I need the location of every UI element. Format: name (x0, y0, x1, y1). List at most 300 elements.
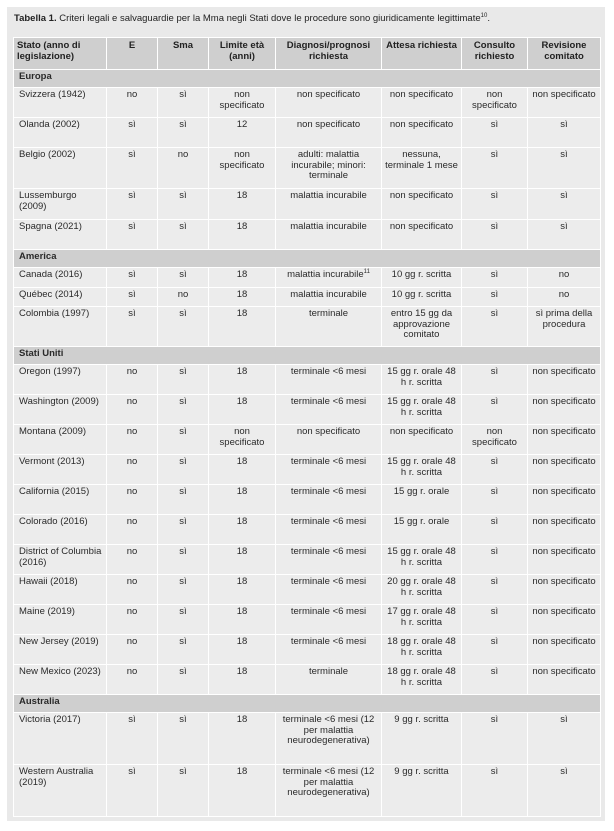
cell-text: New Jersey (2019) (19, 636, 99, 647)
cell-text: 18 (236, 516, 248, 527)
cell-text: non specificato (532, 516, 596, 527)
cell-text: 18 (236, 636, 248, 647)
cell-text: sì (490, 149, 499, 160)
cell-text: terminale <6 mesi (12 per malattia neurodegenerativa) (282, 714, 375, 747)
cell-text: non specificato (532, 366, 596, 377)
cell-text: sì (179, 546, 187, 557)
cell-text: sì (128, 149, 136, 160)
cell-limite-eta (209, 455, 276, 485)
cell-limite-eta (209, 765, 276, 817)
cell-diagnosi (276, 515, 382, 545)
cell-text: 10 gg r. scritta (391, 289, 452, 300)
cell-text: 15 gg r. orale 48 h r. scritta (387, 366, 456, 388)
header-attesa: Attesa richiesta (382, 38, 462, 70)
cell-text: sì (128, 269, 136, 280)
cell-e (107, 713, 158, 765)
cell-stato (14, 713, 107, 765)
table-row (14, 605, 601, 635)
cell-sma (158, 765, 209, 817)
cell-text: sì (490, 366, 499, 377)
cell-text: sì (560, 221, 568, 232)
cell-text: Lussemburgo (2009) (19, 190, 77, 212)
cell-text: sì (179, 606, 187, 617)
cell-diagnosi (276, 118, 382, 148)
table-row (14, 545, 601, 575)
cell-text: non specificato (532, 486, 596, 497)
cell-revisione (528, 118, 601, 148)
caption-label: Tabella 1. (14, 13, 57, 24)
cell-text: no (558, 269, 570, 280)
cell-text: non specificato (296, 426, 361, 437)
cell-e (107, 575, 158, 605)
cell-text: sì (179, 269, 187, 280)
cell-e (107, 268, 158, 288)
cell-text: Colombia (1997) (19, 308, 90, 319)
cell-diagnosi (276, 288, 382, 307)
cell-sma (158, 288, 209, 307)
cell-text: sì prima della procedura (535, 308, 593, 330)
cell-sma (158, 88, 209, 118)
cell-consulto (462, 307, 528, 347)
cell-e (107, 148, 158, 189)
cell-text: non specificato (532, 636, 596, 647)
cell-revisione (528, 515, 601, 545)
cell-e (107, 220, 158, 250)
cell-stato (14, 425, 107, 455)
cell-text: 18 (236, 714, 248, 725)
cell-limite-eta (209, 365, 276, 395)
cell-limite-eta (209, 189, 276, 220)
cell-text: Montana (2009) (19, 426, 87, 437)
cell-text: malattia incurabile (287, 269, 364, 280)
cell-revisione (528, 268, 601, 288)
cell-revisione (528, 365, 601, 395)
cell-text: no (177, 289, 189, 300)
cell-text: 17 gg r. orale 48 h r. scritta (387, 606, 456, 628)
cell-text: sì (490, 486, 499, 497)
header-sma: Sma (158, 38, 209, 70)
cell-stato (14, 605, 107, 635)
cell-text: sì (490, 269, 499, 280)
cell-text: sì (560, 714, 568, 725)
table-row (14, 268, 601, 288)
table-row (14, 765, 601, 817)
cell-text: Olanda (2002) (19, 119, 80, 130)
cell-sma (158, 575, 209, 605)
cell-revisione (528, 220, 601, 250)
cell-text: Victoria (2017) (19, 714, 81, 725)
section-row (14, 695, 601, 713)
cell-stato (14, 575, 107, 605)
cell-text: 18 (236, 221, 248, 232)
cell-text: no (126, 666, 138, 677)
cell-stato (14, 485, 107, 515)
cell-attesa (382, 605, 462, 635)
cell-text: 18 (236, 269, 248, 280)
cell-text: 18 (236, 606, 248, 617)
cell-text: Spagna (2021) (19, 221, 82, 232)
cell-stato (14, 148, 107, 189)
cell-limite-eta (209, 288, 276, 307)
cell-text: sì (490, 606, 499, 617)
caption-text: Criteri legali e salvaguardie per la Mma negli Stati dove le procedure sono giuridicamente legittimate (59, 13, 481, 24)
cell-limite-eta (209, 307, 276, 347)
cell-text: sì (490, 636, 499, 647)
cell-text: sì (490, 714, 499, 725)
cell-e (107, 605, 158, 635)
cell-stato (14, 545, 107, 575)
cell-limite-eta (209, 268, 276, 288)
section-label: Europa (14, 70, 601, 88)
table-row (14, 455, 601, 485)
cell-text: terminale (308, 308, 349, 319)
cell-sma (158, 365, 209, 395)
cell-text: sì (179, 308, 187, 319)
cell-text: sì (128, 289, 136, 300)
cell-text: terminale <6 mesi (290, 546, 367, 557)
cell-diagnosi (276, 713, 382, 765)
table-row (14, 148, 601, 189)
cell-text: no (177, 149, 189, 160)
cell-text: sì (128, 308, 136, 319)
cell-diagnosi (276, 575, 382, 605)
cell-e (107, 545, 158, 575)
cell-text: terminale <6 mesi (290, 576, 367, 587)
cell-stato (14, 455, 107, 485)
cell-sma (158, 635, 209, 665)
cell-text: sì (179, 119, 187, 130)
cell-text: sì (179, 486, 187, 497)
cell-text: 18 gg r. orale 48 h r. scritta (387, 636, 456, 658)
cell-attesa (382, 665, 462, 695)
cell-diagnosi (276, 88, 382, 118)
cell-text: Washington (2009) (19, 396, 99, 407)
cell-attesa (382, 288, 462, 307)
cell-text: terminale <6 mesi (12 per malattia neurodegenerativa) (282, 766, 375, 799)
header-diagnosi: Diagnosi/prognosi richiesta (276, 38, 382, 70)
cell-text: terminale <6 mesi (290, 636, 367, 647)
footnote-reference: 11 (363, 269, 370, 275)
section-label: Stati Uniti (14, 347, 601, 365)
cell-attesa (382, 88, 462, 118)
cell-text: sì (490, 396, 499, 407)
cell-text: malattia incurabile (290, 289, 367, 300)
cell-revisione (528, 307, 601, 347)
section-row (14, 250, 601, 268)
cell-text: sì (490, 190, 499, 201)
cell-text: terminale <6 mesi (290, 366, 367, 377)
cell-text: 9 gg r. scritta (394, 766, 449, 777)
cell-diagnosi (276, 605, 382, 635)
cell-text: 15 gg r. orale (393, 516, 450, 527)
cell-text: sì (179, 426, 187, 437)
table-caption (14, 13, 600, 25)
cell-text: 18 (236, 366, 248, 377)
cell-text: sì (490, 289, 499, 300)
cell-text: Western Australia (2019) (19, 766, 94, 788)
cell-limite-eta (209, 148, 276, 189)
cell-diagnosi (276, 189, 382, 220)
cell-text: 15 gg r. orale 48 h r. scritta (387, 456, 456, 478)
section-label: Australia (14, 695, 601, 713)
cell-stato (14, 635, 107, 665)
cell-limite-eta (209, 635, 276, 665)
cell-consulto (462, 288, 528, 307)
cell-text: non specificato (532, 456, 596, 467)
cell-text: sì (490, 576, 499, 587)
cell-consulto (462, 425, 528, 455)
cell-text: terminale <6 mesi (290, 486, 367, 497)
cell-stato (14, 268, 107, 288)
cell-sma (158, 515, 209, 545)
cell-stato (14, 288, 107, 307)
cell-text: non specificato (296, 119, 361, 130)
cell-text: no (558, 289, 570, 300)
cell-consulto (462, 88, 528, 118)
cell-revisione (528, 288, 601, 307)
cell-text: sì (179, 221, 187, 232)
section-row (14, 347, 601, 365)
cell-text: 18 (236, 546, 248, 557)
cell-revisione (528, 455, 601, 485)
caption-reference: 10 (480, 13, 488, 19)
cell-attesa (382, 635, 462, 665)
cell-text: no (126, 546, 138, 557)
cell-text: non specificato (219, 149, 265, 171)
cell-diagnosi (276, 635, 382, 665)
header-row (14, 38, 601, 70)
table-row (14, 88, 601, 118)
cell-e (107, 365, 158, 395)
cell-consulto (462, 455, 528, 485)
header-stato: Stato (anno di legislazione) (14, 38, 107, 70)
cell-sma (158, 118, 209, 148)
cell-text: sì (490, 308, 499, 319)
cell-consulto (462, 220, 528, 250)
table-row (14, 220, 601, 250)
cell-sma (158, 425, 209, 455)
cell-consulto (462, 118, 528, 148)
table-row (14, 713, 601, 765)
cell-text: no (126, 486, 138, 497)
cell-stato (14, 307, 107, 347)
cell-text: Oregon (1997) (19, 366, 81, 377)
cell-e (107, 665, 158, 695)
cell-text: entro 15 gg da approvazione comitato (390, 308, 453, 341)
cell-limite-eta (209, 395, 276, 425)
cell-text: no (126, 636, 138, 647)
cell-text: non specificato (532, 89, 596, 100)
cell-text: 18 (236, 666, 248, 677)
cell-revisione (528, 485, 601, 515)
cell-attesa (382, 515, 462, 545)
cell-consulto (462, 665, 528, 695)
cell-text: no (126, 576, 138, 587)
cell-revisione (528, 395, 601, 425)
cell-text: sì (128, 714, 136, 725)
cell-text: non specificato (472, 426, 517, 448)
cell-e (107, 288, 158, 307)
cell-text: no (126, 89, 138, 100)
cell-text: 18 (236, 289, 248, 300)
cell-limite-eta (209, 220, 276, 250)
cell-consulto (462, 268, 528, 288)
section-row (14, 70, 601, 88)
cell-sma (158, 189, 209, 220)
table-row (14, 365, 601, 395)
cell-text: terminale <6 mesi (290, 606, 367, 617)
criteria-table (13, 37, 601, 817)
cell-attesa (382, 220, 462, 250)
cell-revisione (528, 713, 601, 765)
cell-text: terminale <6 mesi (290, 456, 367, 467)
cell-diagnosi (276, 220, 382, 250)
cell-e (107, 307, 158, 347)
cell-attesa (382, 713, 462, 765)
cell-attesa (382, 118, 462, 148)
cell-text: non specificato (389, 190, 454, 201)
cell-attesa (382, 189, 462, 220)
cell-stato (14, 220, 107, 250)
cell-sma (158, 220, 209, 250)
cell-text: no (126, 426, 138, 437)
cell-attesa (382, 148, 462, 189)
cell-stato (14, 88, 107, 118)
cell-text: sì (179, 190, 187, 201)
cell-text: non specificato (532, 396, 596, 407)
cell-diagnosi (276, 455, 382, 485)
cell-text: non specificato (532, 606, 596, 617)
cell-text: non specificato (389, 119, 454, 130)
cell-text: sì (179, 636, 187, 647)
cell-diagnosi (276, 268, 382, 288)
cell-text: New Mexico (2023) (19, 666, 101, 677)
cell-text: non specificato (219, 426, 265, 448)
cell-revisione (528, 88, 601, 118)
cell-attesa (382, 395, 462, 425)
cell-diagnosi (276, 148, 382, 189)
cell-attesa (382, 765, 462, 817)
cell-text: malattia incurabile (290, 221, 367, 232)
cell-diagnosi (276, 665, 382, 695)
header-e: E (107, 38, 158, 70)
cell-text: sì (490, 119, 499, 130)
cell-text: sì (490, 766, 499, 777)
cell-attesa (382, 545, 462, 575)
section-label: America (14, 250, 601, 268)
cell-text: Québec (2014) (19, 289, 83, 300)
cell-text: non specificato (532, 576, 596, 587)
cell-text: 18 (236, 576, 248, 587)
table-row (14, 288, 601, 307)
cell-text: non specificato (296, 89, 361, 100)
cell-attesa (382, 455, 462, 485)
cell-text: sì (490, 456, 499, 467)
cell-text: Maine (2019) (19, 606, 75, 617)
cell-text: sì (560, 149, 568, 160)
cell-text: 12 (236, 119, 248, 130)
cell-consulto (462, 148, 528, 189)
cell-revisione (528, 425, 601, 455)
cell-text: non specificato (389, 89, 454, 100)
table-row (14, 395, 601, 425)
table-row (14, 118, 601, 148)
cell-attesa (382, 365, 462, 395)
cell-text: sì (179, 366, 187, 377)
cell-consulto (462, 485, 528, 515)
cell-text: sì (560, 766, 568, 777)
cell-text: 18 (236, 456, 248, 467)
cell-sma (158, 605, 209, 635)
cell-text: nessuna, terminale 1 mese (385, 149, 458, 171)
cell-consulto (462, 713, 528, 765)
cell-stato (14, 765, 107, 817)
cell-revisione (528, 575, 601, 605)
cell-revisione (528, 605, 601, 635)
cell-attesa (382, 425, 462, 455)
cell-text: 18 (236, 308, 248, 319)
cell-revisione (528, 665, 601, 695)
cell-sma (158, 455, 209, 485)
cell-e (107, 515, 158, 545)
cell-text: sì (179, 714, 187, 725)
cell-sma (158, 148, 209, 189)
cell-revisione (528, 545, 601, 575)
cell-consulto (462, 515, 528, 545)
cell-attesa (382, 485, 462, 515)
cell-limite-eta (209, 713, 276, 765)
cell-text: Belgio (2002) (19, 149, 76, 160)
cell-text: terminale <6 mesi (290, 516, 367, 527)
cell-text: non specificato (532, 666, 596, 677)
cell-e (107, 765, 158, 817)
cell-e (107, 88, 158, 118)
header-revisione: Revisione comitato (528, 38, 601, 70)
cell-text: 18 (236, 486, 248, 497)
cell-text: sì (179, 456, 187, 467)
cell-text: Canada (2016) (19, 269, 83, 280)
cell-stato (14, 665, 107, 695)
cell-e (107, 189, 158, 220)
cell-text: sì (490, 666, 499, 677)
cell-sma (158, 395, 209, 425)
table-row (14, 307, 601, 347)
table-row (14, 485, 601, 515)
cell-sma (158, 713, 209, 765)
cell-text: 20 gg r. orale 48 h r. scritta (387, 576, 456, 598)
cell-stato (14, 365, 107, 395)
cell-text: Hawaii (2018) (19, 576, 78, 587)
cell-consulto (462, 605, 528, 635)
cell-sma (158, 485, 209, 515)
cell-sma (158, 268, 209, 288)
cell-diagnosi (276, 307, 382, 347)
cell-text: sì (560, 119, 568, 130)
cell-text: sì (128, 119, 136, 130)
cell-text: sì (179, 666, 187, 677)
cell-text: non specificato (389, 426, 454, 437)
cell-text: Colorado (2016) (19, 516, 88, 527)
cell-text: sì (179, 396, 187, 407)
cell-revisione (528, 189, 601, 220)
cell-text: sì (490, 516, 499, 527)
table-row (14, 635, 601, 665)
cell-attesa (382, 268, 462, 288)
cell-text: terminale <6 mesi (290, 396, 367, 407)
cell-diagnosi (276, 395, 382, 425)
cell-limite-eta (209, 118, 276, 148)
cell-text: 18 gg r. orale 48 h r. scritta (387, 666, 456, 688)
